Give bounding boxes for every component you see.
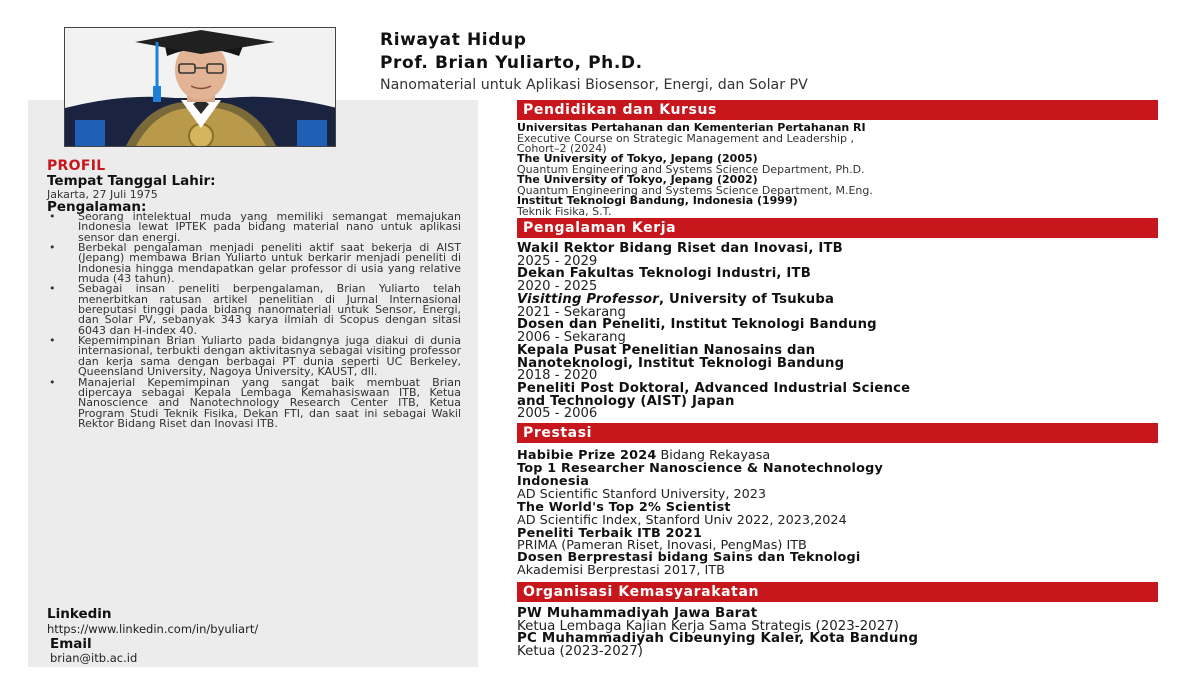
achievement-line: The World's Top 2% Scientist [517,500,731,515]
linkedin-link[interactable]: https://www.linkedin.com/in/byuliart/ [47,622,259,636]
achievement-line: AD Scientific Stanford University, 2023 [517,487,767,502]
work-line: Peneliti Post Doktoral, Advanced Industrial Science [517,381,911,396]
education-line: Cohort–2 (2024) [517,142,607,155]
work-section-header: Pengalaman Kerja [517,218,1158,238]
achievement-line: Top 1 Researcher Nanoscience & Nanotechnology [517,461,883,476]
work-line: 2006 - Sekarang [517,330,626,345]
experience-item: • Manajerial Kepemimpinan yang sangat baik membuat Brian dipercaya sebagai Kepala Lembaga Kemahasiswaan ITB, Ketua Nanoscience and Nanotechnology Research Center ITB, Ketua Program Studi Teknik Fisika, Dekan FTI, dan saat ini sebagai Wakil Rektor Bidang Riset dan Inovasi ITB. [47,378,461,430]
work-line: and Technology (AIST) Japan [517,394,735,409]
work-line: 2005 - 2006 [517,406,598,421]
achievement-line: Peneliti Terbaik ITB 2021 [517,526,703,541]
email-label: Email [50,636,92,652]
education-line: Teknik Fisika, S.T. [517,205,612,218]
experience-item: • Berbekal pengalaman menjadi peneliti aktif saat bekerja di AIST (Jepang) membawa Brian Yuliarto untuk berkarir menjadi peneliti di Indonesia hingga mendapatkan gelar professor di usia yang relative muda (43 tahun). [47,243,461,284]
experience-item: • Kepemimpinan Brian Yuliarto pada bidangnya juga diakui di dunia internasional, terbukti dengan aktivitasnya sebagai visiting professor dan kerja sama dengan berbagai PT dunia seperti UC Berkeley, Queensland University, Nagoya University, KAUST, dll. [47,336,461,377]
profile-heading: PROFIL [47,158,106,174]
education-line: Universitas Pertahanan dan Kementerian Pertahanan RI [517,121,866,134]
email-link[interactable]: brian@itb.ac.id [50,651,138,665]
achievements-section-header: Prestasi [517,423,1158,443]
person-subtitle: Nanomaterial untuk Aplikasi Biosensor, Energi, dan Solar PV [380,77,808,93]
experience-label: Pengalaman: [47,199,147,215]
education-section-header: Pendidikan dan Kursus [517,100,1158,120]
birth-value: Jakarta, 27 Juli 1975 [47,188,158,201]
work-line: 2018 - 2020 [517,368,598,383]
achievement-line: Dosen Berprestasi bidang Sains dan Teknologi [517,550,861,565]
achievement-line: AD Scientific Index, Stanford Univ 2022, 2023,2024 [517,513,847,528]
achievement-line: Akademisi Berprestasi 2017, ITB [517,563,725,578]
birth-label: Tempat Tanggal Lahir: [47,173,216,189]
education-line: Quantum Engineering and Systems Science Department, Ph.D. [517,163,865,176]
work-line: Nanoteknologi, Institut Teknologi Bandung [517,356,845,371]
work-line: Kepala Pusat Penelitian Nanosains dan [517,343,816,358]
page-title: Riwayat Hidup [380,30,527,50]
work-line: Dekan Fakultas Teknologi Industri, ITB [517,266,811,281]
work-line: Visitting Professor, University of Tsukuba [517,292,835,307]
linkedin-label: Linkedin [47,606,112,622]
organizations-section-header: Organisasi Kemasyarakatan [517,582,1158,602]
education-line: Institut Teknologi Bandung, Indonesia (1999) [517,194,798,207]
achievement-line: Habibie Prize 2024 Bidang Rekayasa [517,448,771,463]
work-line: 2021 - Sekarang [517,305,626,320]
achievement-line: Indonesia [517,474,590,489]
education-line: The University of Tokyo, Jepang (2002) [517,173,758,186]
person-name: Prof. Brian Yuliarto, Ph.D. [380,53,643,73]
work-line: 2025 - 2029 [517,254,598,269]
organization-line: PW Muhammadiyah Jawa Barat [517,606,758,621]
experience-item: • Sebagai insan peneliti berpengalaman, Brian Yuliarto telah menerbitkan ratusan artikel penelitian di Jurnal Internasional bereputasi tinggi pada bidang nanomaterial untuk Sensor, Energi, dan Solar PV, sebanyak 343 karya ilmiah di Scopus dengan sitasi 6043 dan H-index 40. [47,284,461,336]
organization-line: Ketua (2023-2027) [517,644,643,659]
work-line: Wakil Rektor Bidang Riset dan Inovasi, ITB [517,241,843,256]
work-line: Dosen dan Peneliti, Institut Teknologi Bandung [517,317,877,332]
work-line: 2020 - 2025 [517,279,598,294]
experience-item: • Seorang intelektual muda yang memiliki semangat memajukan Indonesia lewat IPTEK pada bidang material nano untuk aplikasi sensor dan energi. [47,212,461,243]
portrait-photo [64,27,336,147]
education-line: Executive Course on Strategic Management and Leadership , [517,132,854,145]
organization-line: PC Muhammadiyah Cibeunying Kaler, Kota Bandung [517,631,919,646]
organization-line: Ketua Lembaga Kajian Kerja Sama Strategis (2023-2027) [517,619,899,634]
achievement-line: PRIMA (Pameran Riset, Inovasi, PengMas) ITB [517,538,807,553]
experience-list [47,212,461,429]
education-line: Quantum Engineering and Systems Science Department, M.Eng. [517,184,873,197]
education-line: The University of Tokyo, Jepang (2005) [517,152,758,165]
